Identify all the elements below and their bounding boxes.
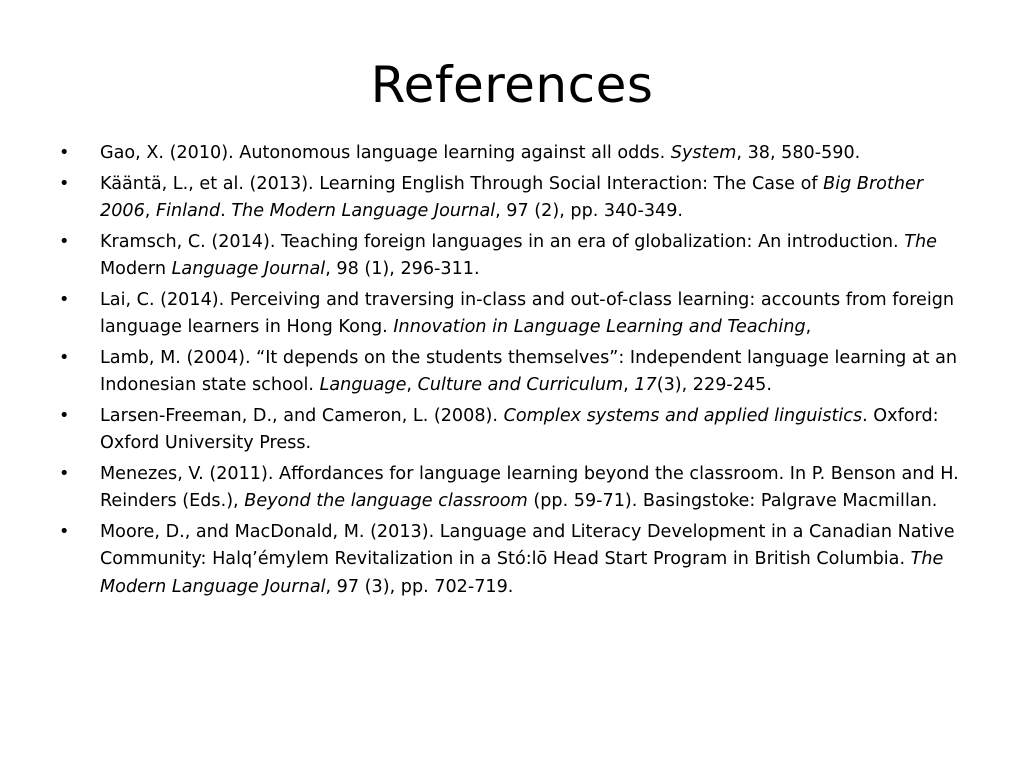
reference-segment: Larsen-Freeman, D., and Cameron, L. (2008). [100,405,504,426]
reference-item [56,140,966,168]
bullet-icon: • [59,173,70,194]
reference-italic-segment: Language Journal [171,259,326,279]
reference-item [56,229,966,284]
reference-italic-segment: System [670,143,737,163]
reference-italic-segment: Culture and Curriculum [417,375,624,395]
reference-italic-segment: Finland [155,201,221,221]
reference-text [100,232,937,280]
reference-segment: Kramsch, C. (2014). Teaching foreign languages in an era of globalization: An introduction. [100,231,905,252]
bullet-icon: • [59,231,70,252]
reference-segment: Kääntä, L., et al. (2013). Learning English Through Social Interaction: The Case of [100,173,824,194]
reference-text [100,406,939,454]
reference-segment: , [805,317,812,337]
reference-segment: Menezes, V. (2011). Affordances for language learning beyond the classroom. In P. Benson and H. Reinders (Eds.), [100,463,959,511]
reference-segment: Lamb, M. (2004). “It depends on the students themselves”: Independent language learning at an Indonesian state school. [100,347,958,395]
reference-segment: , 97 (2), pp. 340-349. [495,201,684,221]
reference-segment: , 98 (1), 296-311. [325,259,480,279]
reference-segment: Lai, C. (2014). Perceiving and traversing in-class and out-of-class learning: accounts from foreign language learners in Hong Kong. [100,289,955,337]
reference-segment: , [406,375,418,395]
reference-segment: Modern [100,259,172,279]
reference-text [100,464,959,512]
reference-italic-segment: Innovation in Language Learning and Teaching [393,317,806,337]
reference-text [100,174,923,222]
reference-segment: , 38, 580-590. [736,143,861,163]
bullet-icon: • [59,289,70,310]
reference-italic-segment: The Modern Language Journal [100,549,944,597]
reference-italic-segment: Big Brother 2006 [100,173,924,221]
reference-italic-segment: The Modern Language Journal [231,201,496,221]
bullet-icon: • [59,521,70,542]
reference-text [100,143,860,163]
reference-segment: (3), 229-245. [656,375,772,395]
reference-item [56,345,966,400]
bullet-icon: • [59,347,70,368]
reference-italic-segment: The [904,231,937,252]
reference-list [56,140,966,604]
reference-text [100,290,954,338]
reference-segment: , [144,201,156,221]
reference-segment: . [220,201,232,221]
reference-item [56,287,966,342]
reference-segment: (pp. 59-71). Basingstoke: Palgrave Macmillan. [527,491,938,511]
reference-italic-segment: Beyond the language classroom [244,491,528,511]
reference-italic-segment: Language [319,375,407,395]
reference-item [56,171,966,226]
reference-segment: . Oxford: Oxford University Press. [100,405,939,453]
bullet-icon: • [59,143,70,163]
reference-segment: , [623,375,635,395]
reference-text [100,348,957,396]
reference-item [56,403,966,458]
reference-item [56,461,966,516]
bullet-icon: • [59,405,70,426]
reference-segment: Moore, D., and MacDonald, M. (2013). Language and Literacy Development in a Canadian Native Community: Halq’émylem Revitalization in a Stó:lō Head Start Program in British Columbia. [100,521,955,569]
reference-italic-segment: Complex systems and applied linguistics [503,405,863,426]
reference-item [56,519,966,602]
reference-segment: Gao, X. (2010). Autonomous language learning against all odds. [100,143,671,163]
slide-title: References [370,56,654,114]
reference-italic-segment: 17 [634,375,657,395]
reference-text [100,522,955,597]
reference-segment: , 97 (3), pp. 702-719. [325,576,514,597]
bullet-icon: • [59,463,70,484]
